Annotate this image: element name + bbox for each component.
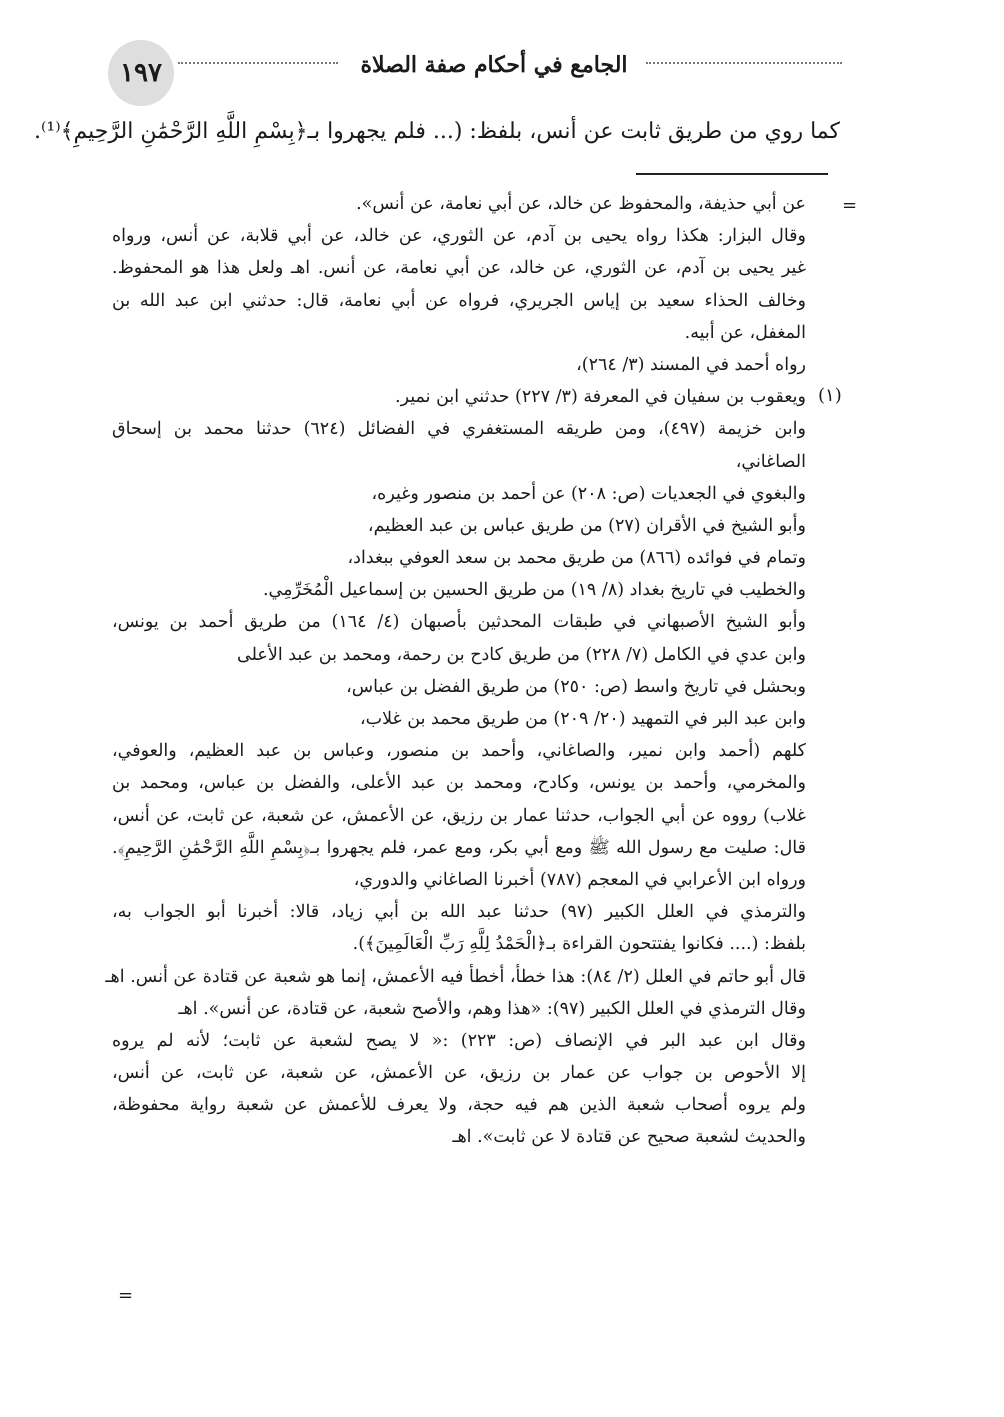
main-text-paragraph: كما روي من طريق ثابت عن أنس، بلفظ: (... فلم يجهروا بـ﴿بِسْمِ اللَّهِ الرَّحْمَٰنِ الرَّحِيمِ﴾⁽¹⁾. bbox=[33, 119, 840, 144]
footnote-line: والبغوي في الجعديات (ص: ٢٠٨) عن أحمد بن منصور وغيره، bbox=[371, 483, 806, 504]
footnote-line: وابن عدي في الكامل (٧/ ٢٢٨) من طريق كادح بن رحمة، ومحمد بن عبد الأعلى bbox=[237, 644, 806, 665]
footnote-line: والخطيب في تاريخ بغداد (٨/ ١٩) من طريق الحسين بن إسماعيل الْمُخَرِّمِي. bbox=[262, 580, 806, 601]
footnote-line: وابن عبد البر في التمهيد (٢٠/ ٢٠٩) من طريق محمد بن غلاب، bbox=[359, 709, 806, 729]
footnote-line: وابن خزيمة (٤٩٧)، ومن طريقه المستغفري في الفضائل (٦٢٤) حدثنا محمد بن إسحاق bbox=[112, 419, 806, 440]
footnote-line: قال: صليت مع رسول الله ﷺ ومع أبي بكر، ومع عمر، فلم يجهروا بـ﴿بِسْمِ اللَّهِ الرَّحْمَٰنِ الرَّحِيمِ﴾. bbox=[112, 837, 806, 858]
footnote-line: ويعقوب بن سفيان في المعرفة (٣/ ٢٢٧) حدثني ابن نمير. bbox=[395, 387, 806, 408]
footnote-line: إلا الأحوص بن جواب عن عمار بن رزيق، عن الأعمش، عن شعبة، عن ثابت، عن أنس، bbox=[112, 1063, 806, 1084]
footnote-line: غلاب) رووه عن أبي الجواب، حدثنا عمار بن رزيق، عن الأعمش، عن شعبة، عن ثابت، عن أنس، bbox=[112, 805, 806, 826]
footnote-line: غير يحيى بن آدم، عن الثوري، عن خالد، عن أبي نعامة، عن أنس. اهـ ولعل هذا هو المحفوظ. bbox=[112, 258, 806, 279]
running-title: الجامع في أحكام صفة الصلاة bbox=[360, 52, 628, 78]
footnote-line: بلفظ: (.... فكانوا يفتتحون القراءة بـ﴿الْحَمْدُ لِلَّهِ رَبِّ الْعَالَمِينَ﴾). bbox=[352, 934, 806, 955]
footnote-line: والمخرمي، وأحمد بن يونس، وكادح، ومحمد بن عبد الأعلى، والفضل بن عباس، ومحمد بن bbox=[112, 773, 806, 794]
footnote-line: كلهم (أحمد وابن نمير، والصاغاني، وأحمد بن منصور، وعباس بن عبد العظيم، والعوفي، bbox=[112, 741, 806, 762]
header-leader-dots-right bbox=[646, 62, 842, 64]
footnote-1-marker: (١) bbox=[818, 385, 842, 406]
footnote-line: وأبو الشيخ في الأقران (٢٧) من طريق عباس بن عبد العظيم، bbox=[367, 515, 806, 536]
footnote-line: ولم يروه أصحاب شعبة الذين هم فيه حجة، ولا يعرف للأعمش عن شعبة رواية محفوظة، bbox=[112, 1095, 806, 1116]
footnote-line: والحديث لشعبة صحيح عن قتادة لا عن ثابت». اهـ bbox=[452, 1127, 806, 1148]
footnote-line: وقال البزار: هكذا رواه يحيى بن آدم، عن الثوري، عن خالد، عن أبي قلابة، عن أنس، ورواه bbox=[112, 226, 806, 247]
footnote-separator-rule bbox=[636, 173, 828, 175]
footnote-line: وقال ابن عبد البر في الإنصاف (ص: ٢٢٣) :« لا يصح لشعبة عن ثابت؛ لأنه لم يروه bbox=[112, 1030, 806, 1051]
footnote-line: قال أبو حاتم في العلل (٢/ ٨٤): هذا خطأ، أخطأ فيه الأعمش، إنما هو شعبة عن قتادة عن أنس. اهـ bbox=[105, 966, 806, 987]
footnote-line: وخالف الحذاء سعيد بن إياس الجريري، فرواه عن أبي نعامة، قال: حدثني ابن عبد الله بن bbox=[112, 290, 806, 311]
footnote-line: وبحشل في تاريخ واسط (ص: ٢٥٠) من طريق الفضل بن عباس، bbox=[346, 676, 806, 697]
header-leader-dots-left bbox=[178, 62, 338, 64]
footnote-line: رواه أحمد في المسند (٣/ ٢٦٤)، bbox=[576, 354, 806, 375]
page-number: ١٩٧ bbox=[108, 40, 174, 106]
footnote-line: المغفل، عن أبيه. bbox=[684, 322, 806, 343]
footnote-line: وقال الترمذي في العلل الكبير (٩٧): «هذا وهم، والأصح شعبة، عن قتادة، عن أنس». اهـ bbox=[178, 998, 806, 1019]
footnote-line: ورواه ابن الأعرابي في المعجم (٧٨٧) أخبرنا الصاغاني والدوري، bbox=[353, 869, 806, 890]
footnote-line: الصاغاني، bbox=[735, 451, 806, 472]
footnote-line: عن أبي حذيفة، والمحفوظ عن خالد، عن أبي نعامة، عن أنس». bbox=[356, 194, 806, 214]
footnote-continues-marker: = bbox=[118, 1285, 134, 1306]
footnote-continued-marker: = bbox=[842, 195, 858, 216]
footnote-line: وتمام في فوائده (٨٦٦) من طريق محمد بن سعد العوفي ببغداد، bbox=[347, 548, 806, 569]
footnotes-block bbox=[105, 188, 806, 1154]
footnote-line: وأبو الشيخ الأصبهاني في طبقات المحدثين بأصبهان (٤/ ١٦٤) من طريق أحمد بن يونس، bbox=[112, 612, 806, 633]
footnote-line: والترمذي في العلل الكبير (٩٧) حدثنا عبد الله بن أبي زياد، قالا: أخبرنا أبو الجواب به، bbox=[112, 902, 806, 923]
